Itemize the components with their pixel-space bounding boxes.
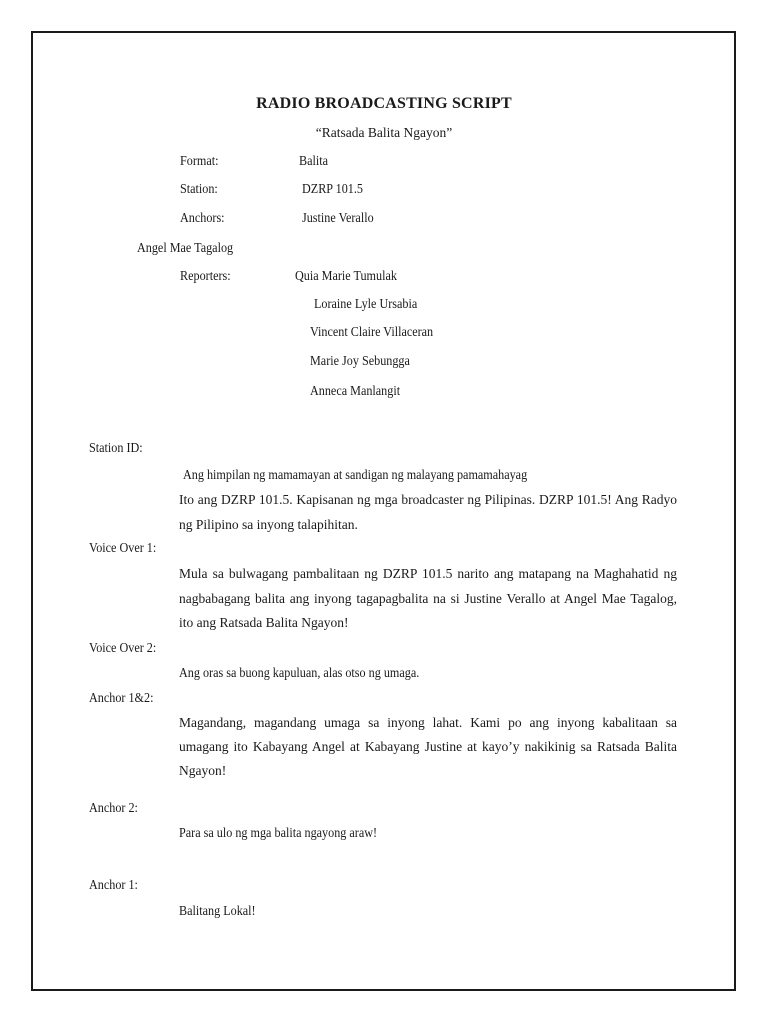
anchor-name: Justine Verallo <box>302 210 374 225</box>
script-line: Mula sa bulwagang pambalitaan ng DZRP 101.5 narito ang matapang na Maghahatid ng nagbabagang balita ang inyong tagapagbalita na si Justine Verallo at Angel Mae Tagalog, ito ang Ratsada Balita Ngayon! <box>179 566 677 630</box>
reporter-name: Loraine Lyle Ursabia <box>314 296 418 311</box>
speaker-label: Anchor 1: <box>89 877 138 892</box>
reporter-name: Vincent Claire Villaceran <box>310 324 434 339</box>
script-line: Para sa ulo ng mga balita ngayong araw! <box>179 825 378 840</box>
script-line: Ang oras sa buong kapuluan, alas otso ng umaga. <box>179 665 420 680</box>
script-line: Ito ang DZRP 101.5. Kapisanan ng mga broadcaster ng Pilipinas. DZRP 101.5! Ang Radyo ng Pilipino sa inyong talapihitan. <box>179 492 677 532</box>
document-title: RADIO BROADCASTING SCRIPT <box>256 95 512 112</box>
reporters-label: Reporters: <box>180 268 231 283</box>
speaker-label: Voice Over 2: <box>89 640 157 655</box>
speaker-label: Anchor 1&2: <box>89 690 154 705</box>
station-label: Station: <box>180 181 218 196</box>
script-line: Ang himpilan ng mamamayan at sandigan ng malayang pamamahayag <box>183 467 528 482</box>
anchor-name: Angel Mae Tagalog <box>137 240 234 255</box>
reporter-name: Anneca Manlangit <box>310 383 401 398</box>
station-value: DZRP 101.5 <box>302 181 363 196</box>
anchors-label: Anchors: <box>180 210 225 225</box>
format-label: Format: <box>180 153 219 168</box>
program-name: “Ratsada Balita Ngayon” <box>315 125 453 140</box>
speaker-label: Voice Over 1: <box>89 540 157 555</box>
speaker-label: Anchor 2: <box>89 800 138 815</box>
format-value: Balita <box>299 153 329 168</box>
reporter-name: Marie Joy Sebungga <box>310 353 410 368</box>
script-line: Balitang Lokal! <box>179 903 256 918</box>
speaker-label: Station ID: <box>89 440 143 455</box>
reporter-name: Quia Marie Tumulak <box>295 268 397 283</box>
script-line: Magandang, magandang umaga sa inyong lahat. Kami po ang inyong kabalitaan sa umagang ito Kabayang Angel at Kabayang Justine at kayo’y nakikinig sa Ratsada Balita Ngayon! <box>179 715 677 778</box>
